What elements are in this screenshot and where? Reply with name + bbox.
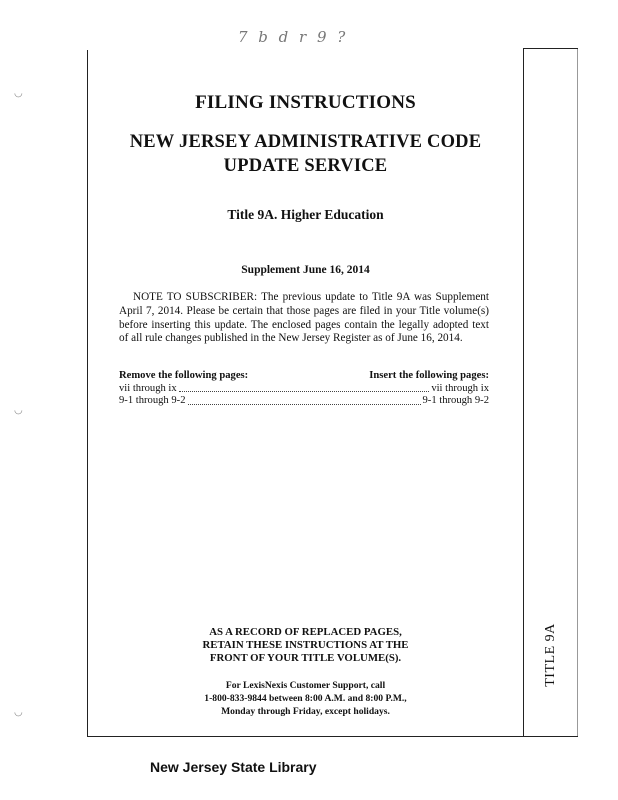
remove-pages: vii through ix	[119, 382, 177, 394]
binder-hole-mark-top: ◡	[14, 88, 23, 99]
spine-label	[526, 620, 576, 690]
table-row	[119, 383, 489, 396]
support-line: 1-800-833-9844 between 8:00 A.M. and 8:00 P.M.,	[204, 693, 407, 704]
record-notice	[88, 626, 523, 665]
support-line: Monday through Friday, except holidays.	[221, 706, 390, 717]
record-notice-line: FRONT OF YOUR TITLE VOLUME(S).	[209, 652, 402, 664]
table-row	[119, 395, 489, 408]
code-title-line2: UPDATE SERVICE	[223, 156, 388, 176]
handwritten-note: 7 b d r 9 ?	[238, 28, 349, 46]
spine-top-border	[523, 48, 578, 49]
pages-table	[119, 370, 489, 408]
support-line: For LexisNexis Customer Support, call	[225, 680, 386, 691]
dot-leader	[188, 403, 421, 405]
bottom-border	[87, 736, 578, 737]
filing-instructions-title: FILING INSTRUCTIONS	[195, 92, 416, 113]
pages-table-header	[119, 370, 489, 383]
record-notice-line: AS A RECORD OF REPLACED PAGES,	[209, 626, 402, 638]
library-stamp: New Jersey State Library	[150, 759, 317, 775]
code-title-line1: NEW JERSEY ADMINISTRATIVE CODE	[129, 132, 482, 152]
insert-pages: 9-1 through 9-2	[422, 395, 489, 406]
title-section: Title 9A. Higher Education	[227, 207, 384, 222]
customer-support	[88, 679, 523, 718]
remove-header: Remove the following pages:	[119, 370, 249, 381]
note-to-subscriber	[119, 291, 489, 346]
insert-header: Insert the following pages:	[369, 370, 489, 381]
spine-right-border	[577, 48, 578, 736]
record-notice-line: RETAIN THESE INSTRUCTIONS AT THE	[202, 639, 409, 651]
dot-leader	[179, 390, 430, 392]
remove-pages: 9-1 through 9-2	[119, 395, 186, 406]
supplement-date: Supplement June 16, 2014	[241, 264, 370, 276]
binder-hole-mark-bottom: ◡	[14, 707, 23, 718]
binder-hole-mark-middle: ◡	[14, 405, 23, 416]
spine-left-border	[523, 48, 524, 736]
insert-pages: vii through ix	[431, 382, 489, 394]
note-text: NOTE TO SUBSCRIBER: The previous update to Title 9A was Supplement April 7, 2014. Please be certain that those pages are filed in your Title volume(s) before inserting this update. The enclosed pages contain the legally adopted text of all rule changes published in the New Jersey Register as of June 16, 2014.	[119, 291, 489, 345]
spine-label-text: TITLE 9A	[543, 623, 558, 687]
